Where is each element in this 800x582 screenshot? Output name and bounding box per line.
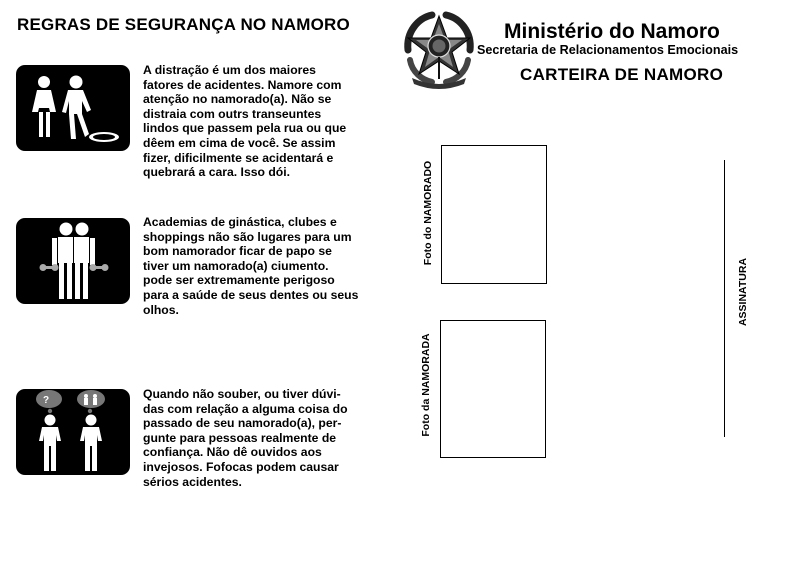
boyfriend-photo-label: Foto do NAMORADO	[422, 160, 434, 266]
rule-line: lindos que passem pela rua ou que	[143, 121, 347, 136]
rule-line: shoppings não são lugares para um	[143, 229, 352, 244]
boyfriend-photo-box	[441, 145, 547, 284]
rule-line: A distração é um dos maiores	[143, 63, 316, 77]
rule-line: quebrará a cara. Isso dói.	[143, 165, 290, 180]
rule-line: confiança. Não dê ouvidos aos	[143, 445, 322, 460]
rule-line: distraia com outrs transeuntes	[143, 106, 322, 121]
rule-line: Quando não souber, ou tiver dúvi-	[143, 387, 341, 401]
rule-line: dêem em cima de você. Se assim	[143, 135, 336, 150]
rule-line: para a saúde de seus dentes ou seus	[143, 287, 359, 302]
rule-line: pode ser extremamente perigoso	[143, 273, 335, 288]
rule-line: fizer, dificilmente se acidentará e	[143, 150, 334, 165]
rule-line: gunte para pessoas realmente de	[143, 430, 337, 445]
rule-line: fatores de acidentes. Namore com	[143, 77, 342, 92]
girlfriend-photo-box	[440, 320, 546, 458]
ministry-title: Ministério do Namoro	[504, 20, 720, 43]
signature-line	[724, 160, 725, 437]
rule-line: bom namorador ficar de papo se	[143, 244, 332, 259]
people-thought-bubbles-icon	[16, 389, 130, 475]
rule-line: das com relação a alguma coisa do	[143, 401, 348, 416]
svg-text:?: ?	[43, 395, 50, 406]
rule-line: invejosos. Fofocas podem causar	[143, 459, 339, 474]
rule-line: sérios acidentes.	[143, 474, 242, 489]
card-title: CARTEIRA DE NAMORO	[520, 65, 724, 84]
rule-text-2	[143, 215, 393, 317]
secretaria-subtitle: Secretaria de Relacionamentos Emocionais	[477, 43, 739, 57]
couple-manhole-icon	[16, 65, 130, 151]
rule-text-3	[143, 387, 393, 489]
rule-line: Academias de ginástica, clubes e	[143, 215, 337, 229]
coat-of-arms-icon	[398, 10, 480, 90]
rule-line: olhos.	[143, 302, 179, 317]
girlfriend-photo-label: Foto da NAMORADA	[420, 333, 432, 437]
rule-text-1	[143, 63, 393, 180]
rule-line: tiver um namorado(a) ciumento.	[143, 258, 329, 273]
rule-line: atenção no namorado(a). Não se	[143, 92, 332, 107]
rules-title: REGRAS DE SEGURANÇA NO NAMORO	[17, 15, 350, 34]
couple-dumbbell-icon	[16, 218, 130, 304]
rule-line: passado de seu namorado(a), per-	[143, 416, 342, 431]
signature-label: ASSINATURA	[737, 257, 749, 327]
